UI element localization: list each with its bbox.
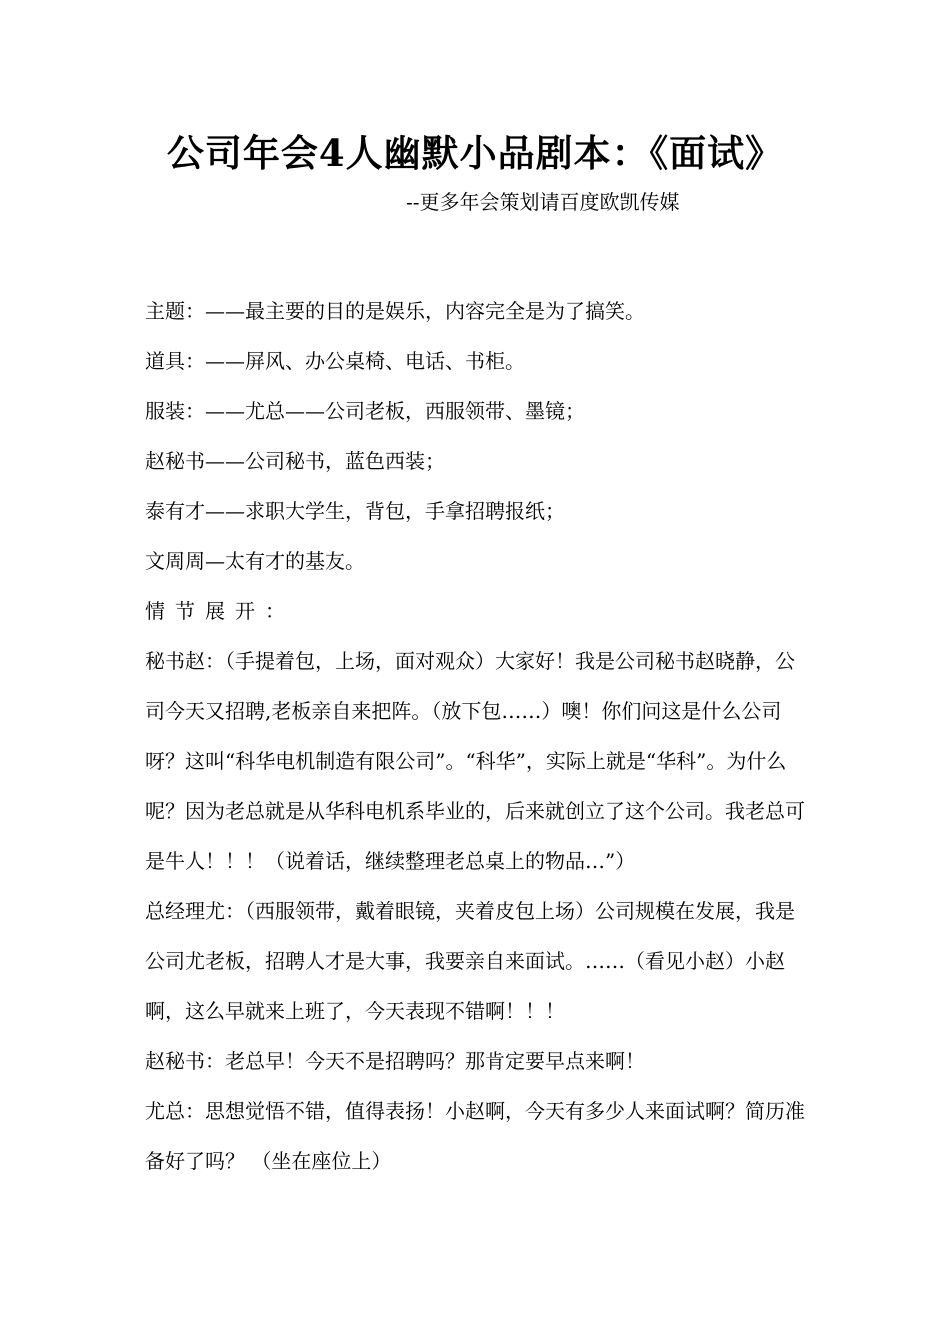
- paragraph-secretary-intro: 秘书赵：（手提着包，上场，面对观众）大家好！我是公司秘书赵晓静，公司今天又招聘,老板亲自来把阵。（放下包……）噢！你们问这是什么公司呀？这叫“科华电机制造有限公司”。“科华”，实际上就是“华科”。为什么呢？因为老总就是从华科电机系毕业的，后来就创立了这个公司。我老总可是牛人！！！（说着话，继续整理老总桌上的物品…”）: [145, 649, 805, 873]
- paragraph-props: 道具：——屏风、办公桌椅、电话、书柜。: [145, 349, 525, 373]
- paragraph-plot-heading: 情节展开：: [145, 599, 295, 623]
- paragraph-manager-entrance: 总经理尤：（西服领带，戴着眼镜，夹着皮包上场）公司规模在发展，我是公司尤老板，招聘人才是大事，我要亲自来面试。……（看见小赵）小赵啊，这么早就来上班了，今天表现不错啊！！！: [145, 899, 795, 1023]
- document-title: 公司年会4人幽默小品剧本：《面试》: [166, 131, 784, 175]
- document-subtitle: --更多年会策划请百度欧凯传媒: [406, 190, 680, 214]
- paragraph-manager-question: 尤总：思想觉悟不错，值得表扬！小赵啊，今天有多少人来面试啊？简历准备好了吗？ （坐在座位上）: [145, 1099, 805, 1173]
- paragraph-costume: 服装：——尤总——公司老板，西服领带、墨镜；: [145, 399, 585, 423]
- document-body: [145, 286, 813, 1186]
- paragraph-friend-costume: 文周周—太有才的基友。: [145, 549, 365, 573]
- paragraph-theme: 主题：——最主要的目的是娱乐，内容完全是为了搞笑。: [145, 299, 645, 323]
- paragraph-secretary-costume: 赵秘书——公司秘书，蓝色西装；: [145, 449, 445, 473]
- paragraph-secretary-reply: 赵秘书：老总早！今天不是招聘吗？那肯定要早点来啊！: [145, 1049, 645, 1073]
- paragraph-student-costume: 泰有才——求职大学生，背包，手拿招聘报纸；: [145, 499, 565, 523]
